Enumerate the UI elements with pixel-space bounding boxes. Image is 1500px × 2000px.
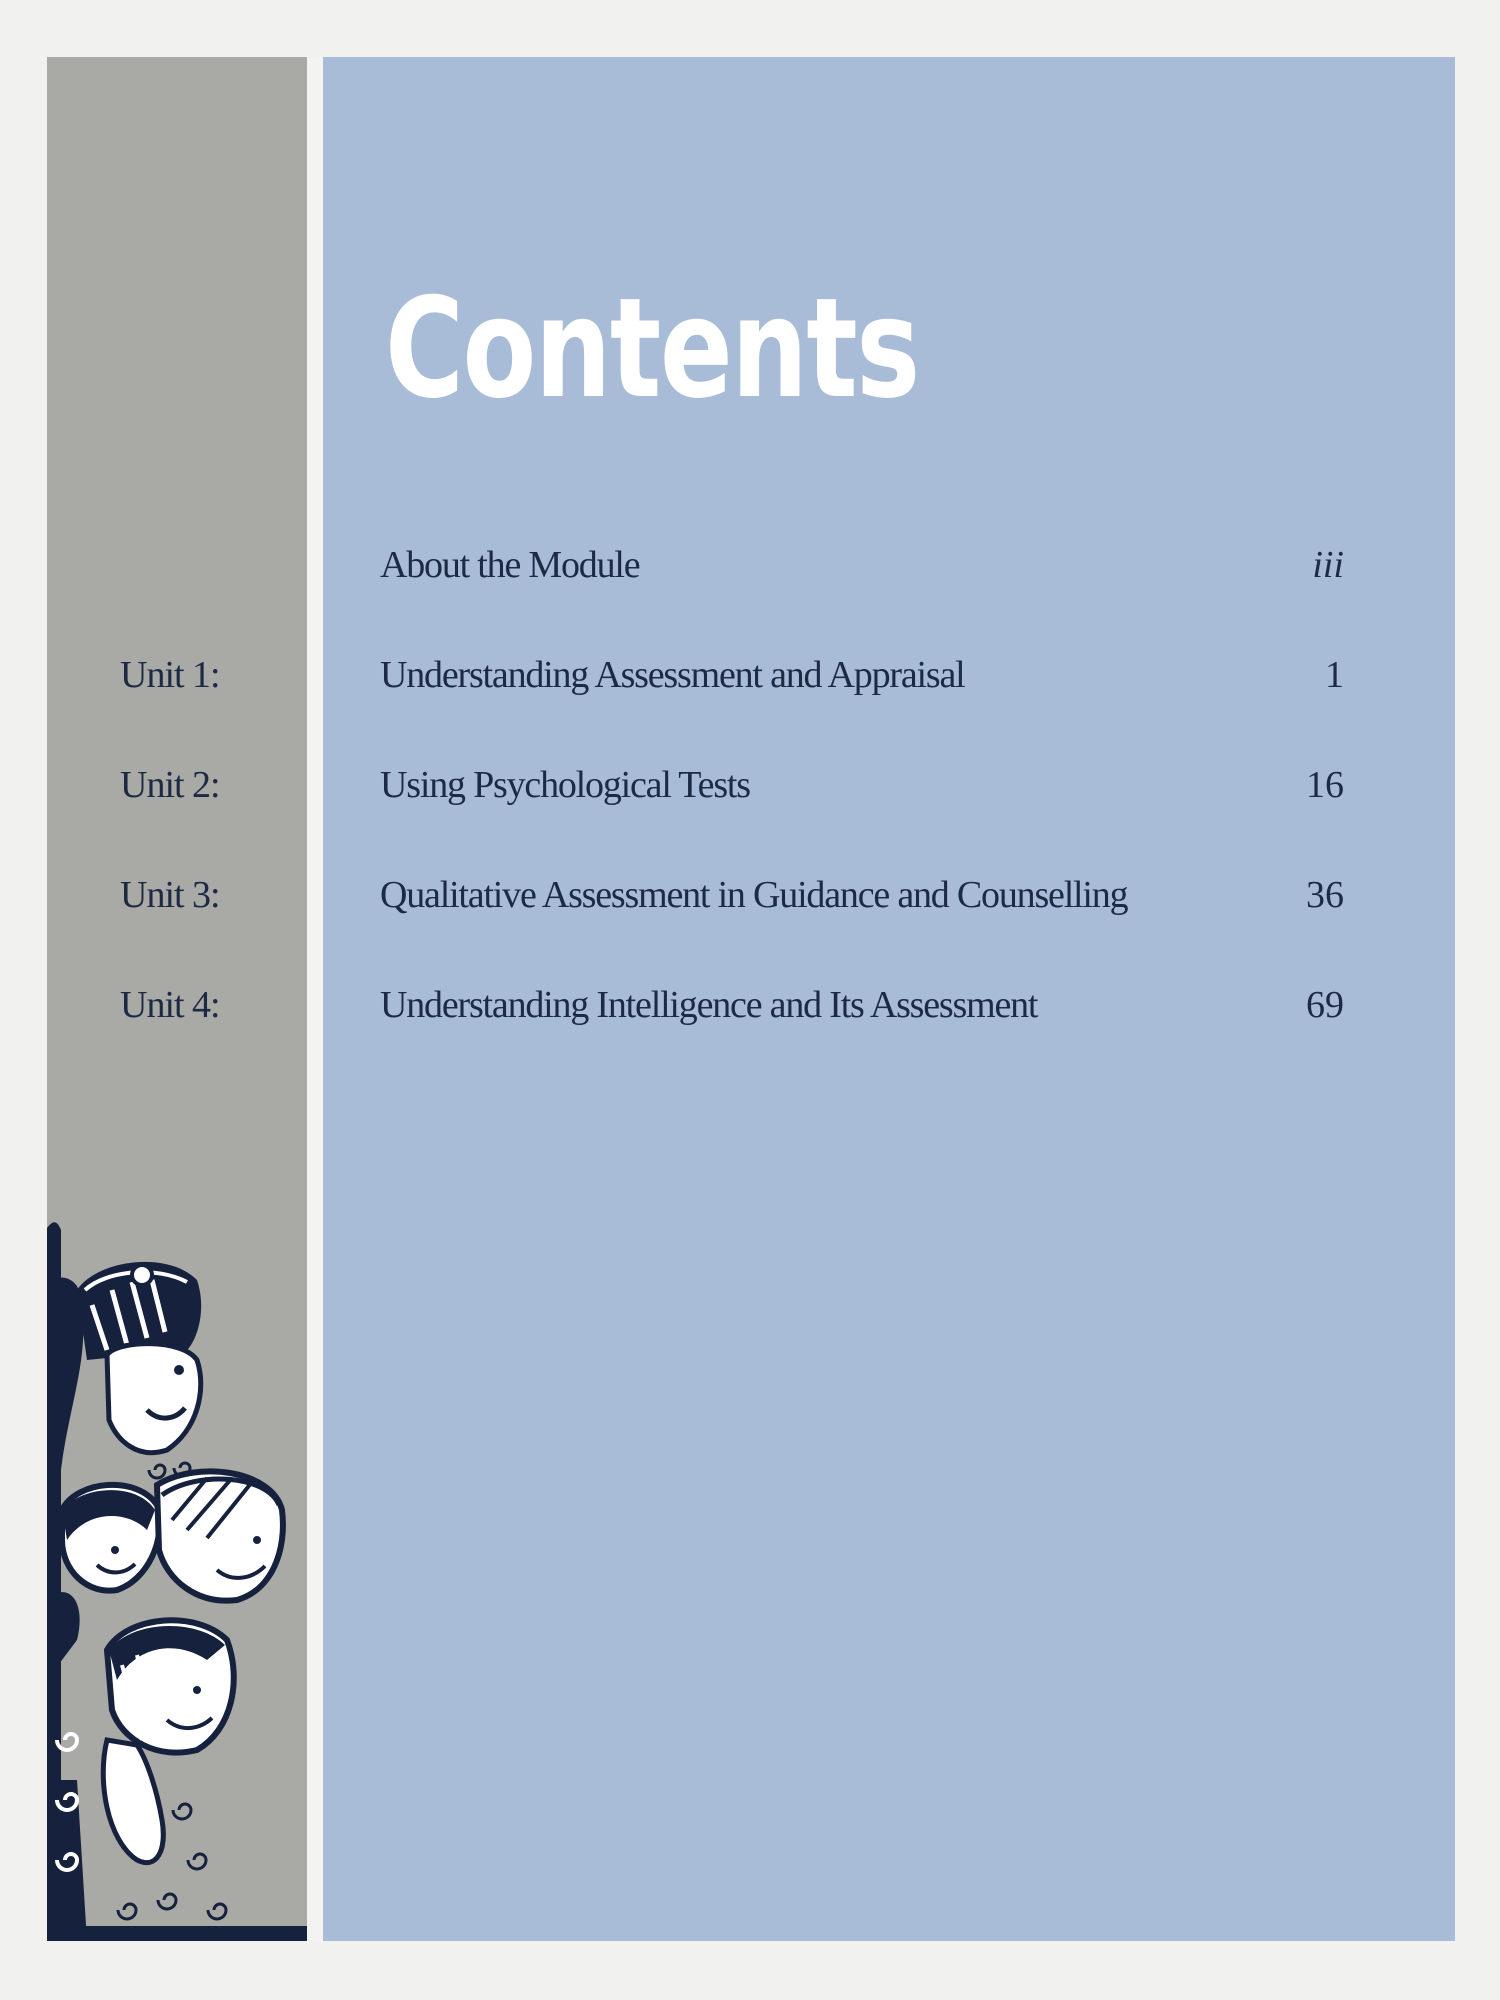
toc-entry-about[interactable] xyxy=(0,543,1500,603)
toc-page-number: 1 xyxy=(1325,654,1344,696)
toc-page-number: 36 xyxy=(1306,874,1344,916)
toc-entry-unit-1[interactable] xyxy=(0,653,1500,713)
toc-page-number: 69 xyxy=(1306,984,1344,1026)
toc-entry-title: Qualitative Assessment in Guidance and Counselling xyxy=(380,874,1128,916)
toc-entry-unit-3[interactable] xyxy=(0,873,1500,933)
toc-unit-label: Unit 4: xyxy=(120,984,220,1026)
toc-entry-title: Understanding Assessment and Appraisal xyxy=(380,654,965,696)
page-title: Contents xyxy=(385,268,919,429)
toc-unit-label: Unit 3: xyxy=(120,874,220,916)
toc-unit-label: Unit 2: xyxy=(120,764,220,806)
toc-entry-title: About the Module xyxy=(380,544,640,586)
toc-page-number: 16 xyxy=(1306,764,1344,806)
toc-entry-unit-2[interactable] xyxy=(0,763,1500,823)
toc-entry-title: Understanding Intelligence and Its Assessment xyxy=(380,984,1038,1026)
toc-entry-unit-4[interactable] xyxy=(0,983,1500,1043)
toc-unit-label: Unit 1: xyxy=(120,654,220,696)
children-faces-illustration xyxy=(47,1220,307,1941)
toc-page-number: iii xyxy=(1312,544,1344,586)
toc-entry-title: Using Psychological Tests xyxy=(380,764,750,806)
